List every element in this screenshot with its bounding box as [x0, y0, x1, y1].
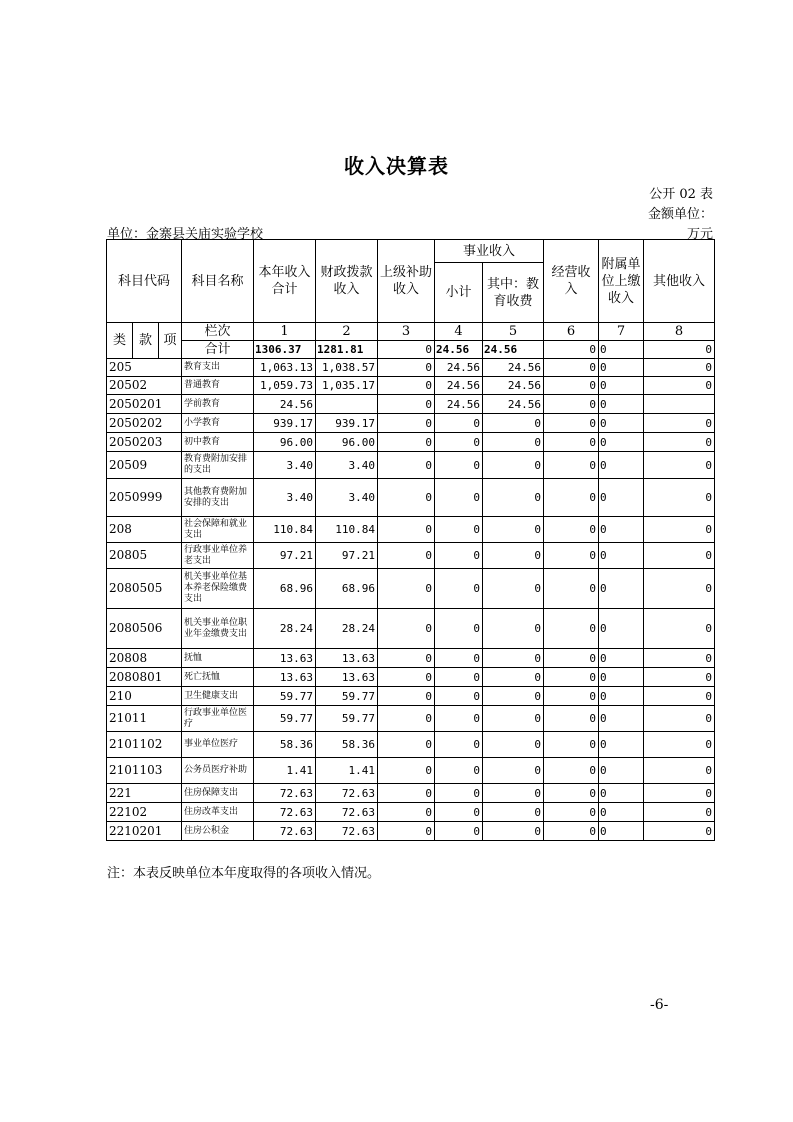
- row-fiscal: 96.00: [316, 433, 378, 452]
- row-fiscal: 1,038.57: [316, 359, 378, 377]
- row-fiscal: 28.24: [316, 609, 378, 649]
- row-superior: 0: [378, 668, 435, 687]
- row-name: 行政事业单位养老支出: [182, 543, 254, 569]
- row-subtotal: 0: [435, 543, 483, 569]
- row-other: 0: [644, 803, 715, 822]
- row-affiliated: 0: [599, 414, 644, 433]
- row-affiliated: 0: [599, 784, 644, 803]
- totals-other: 0: [644, 341, 715, 359]
- row-affiliated: 0: [599, 687, 644, 706]
- row-subtotal: 0: [435, 452, 483, 479]
- row-code: 205: [107, 359, 182, 377]
- row-other: 0: [644, 822, 715, 841]
- row-operating: 0: [544, 784, 599, 803]
- row-superior: 0: [378, 569, 435, 609]
- row-name: 机关事业单位职业年金缴费支出: [182, 609, 254, 649]
- row-other: 0: [644, 569, 715, 609]
- row-superior: 0: [378, 803, 435, 822]
- row-superior: 0: [378, 517, 435, 543]
- row-operating: 0: [544, 395, 599, 414]
- row-other: 0: [644, 433, 715, 452]
- row-operating: 0: [544, 359, 599, 377]
- row-superior: 0: [378, 732, 435, 758]
- col-number: 4: [435, 323, 483, 341]
- row-name: 抚恤: [182, 649, 254, 668]
- row-superior: 0: [378, 687, 435, 706]
- table-row: [107, 395, 715, 414]
- row-name: 普通教育: [182, 377, 254, 395]
- table-row: [107, 414, 715, 433]
- row-operating: 0: [544, 569, 599, 609]
- row-fiscal: 13.63: [316, 649, 378, 668]
- row-code: 22102: [107, 803, 182, 822]
- row-fiscal: 59.77: [316, 687, 378, 706]
- row-name: 其他教育费附加安排的支出: [182, 479, 254, 517]
- row-code: 2101102: [107, 732, 182, 758]
- row-total: 3.40: [254, 479, 316, 517]
- table-row: [107, 649, 715, 668]
- row-edu-fee: 0: [483, 452, 544, 479]
- table-row: [107, 803, 715, 822]
- row-total: 96.00: [254, 433, 316, 452]
- row-affiliated: 0: [599, 359, 644, 377]
- row-superior: 0: [378, 543, 435, 569]
- header-name: 科目名称: [182, 240, 254, 323]
- row-other: 0: [644, 517, 715, 543]
- row-name: 教育费附加安排的支出: [182, 452, 254, 479]
- totals-operating: 0: [544, 341, 599, 359]
- row-total: 13.63: [254, 649, 316, 668]
- row-total: 1,063.13: [254, 359, 316, 377]
- row-superior: 0: [378, 377, 435, 395]
- row-operating: 0: [544, 377, 599, 395]
- row-name: 行政事业单位医疗: [182, 706, 254, 732]
- row-fiscal: 72.63: [316, 784, 378, 803]
- row-edu-fee: 0: [483, 668, 544, 687]
- row-total: 13.63: [254, 668, 316, 687]
- row-operating: 0: [544, 543, 599, 569]
- row-fiscal: 1,035.17: [316, 377, 378, 395]
- row-total: 1.41: [254, 758, 316, 784]
- table-row: [107, 784, 715, 803]
- row-superior: 0: [378, 359, 435, 377]
- table-row: [107, 609, 715, 649]
- row-total: 97.21: [254, 543, 316, 569]
- row-edu-fee: 0: [483, 803, 544, 822]
- row-affiliated: 0: [599, 433, 644, 452]
- row-operating: 0: [544, 687, 599, 706]
- unit-label: 单位：金寨县关庙实验学校: [107, 227, 264, 242]
- row-code: 2080801: [107, 668, 182, 687]
- row-code: 2050202: [107, 414, 182, 433]
- row-affiliated: 0: [599, 452, 644, 479]
- table-row: [107, 732, 715, 758]
- header-other: 其他收入: [644, 240, 715, 323]
- row-name: 事业单位医疗: [182, 732, 254, 758]
- row-code: 20808: [107, 649, 182, 668]
- amount-unit-label: 金额单位：: [647, 207, 713, 222]
- row-operating: 0: [544, 822, 599, 841]
- header-lei: 类: [107, 323, 133, 359]
- row-edu-fee: 0: [483, 758, 544, 784]
- row-subtotal: 24.56: [435, 377, 483, 395]
- row-edu-fee: 24.56: [483, 395, 544, 414]
- row-edu-fee: 0: [483, 433, 544, 452]
- row-other: 0: [644, 649, 715, 668]
- unit-value: 万元: [686, 227, 713, 242]
- totals-total: 1306.37: [254, 341, 316, 359]
- row-other: 0: [644, 732, 715, 758]
- totals-row: [107, 341, 715, 359]
- row-edu-fee: 24.56: [483, 377, 544, 395]
- row-total: 110.84: [254, 517, 316, 543]
- row-operating: 0: [544, 517, 599, 543]
- row-name: 住房保障支出: [182, 784, 254, 803]
- row-affiliated: 0: [599, 395, 644, 414]
- row-subtotal: 0: [435, 414, 483, 433]
- row-edu-fee: 0: [483, 543, 544, 569]
- row-edu-fee: 0: [483, 822, 544, 841]
- page-number: -6-: [650, 997, 669, 1013]
- row-name: 社会保障和就业支出: [182, 517, 254, 543]
- row-subtotal: 0: [435, 649, 483, 668]
- row-name: 机关事业单位基本养老保险缴费支出: [182, 569, 254, 609]
- row-code: 221: [107, 784, 182, 803]
- row-other: 0: [644, 452, 715, 479]
- header-affiliated: 附属单位上缴收入: [599, 240, 644, 323]
- row-superior: 0: [378, 758, 435, 784]
- row-subtotal: 0: [435, 803, 483, 822]
- row-name: 初中教育: [182, 433, 254, 452]
- header-xiang: 项: [159, 323, 182, 359]
- row-edu-fee: 0: [483, 687, 544, 706]
- table-row: [107, 668, 715, 687]
- income-table: [106, 239, 715, 841]
- row-subtotal: 0: [435, 609, 483, 649]
- header-subtotal: 小计: [435, 263, 483, 323]
- row-edu-fee: 0: [483, 569, 544, 609]
- col-number: 5: [483, 323, 544, 341]
- row-fiscal: 1.41: [316, 758, 378, 784]
- row-superior: 0: [378, 452, 435, 479]
- row-code: 20805: [107, 543, 182, 569]
- row-fiscal: 68.96: [316, 569, 378, 609]
- row-edu-fee: 0: [483, 479, 544, 517]
- row-name: 住房公积金: [182, 822, 254, 841]
- totals-subtotal: 24.56: [435, 341, 483, 359]
- header-code: 科目代码: [107, 240, 182, 323]
- row-subtotal: 0: [435, 732, 483, 758]
- row-other: 0: [644, 377, 715, 395]
- row-total: 28.24: [254, 609, 316, 649]
- table-row: [107, 758, 715, 784]
- table-row: [107, 517, 715, 543]
- row-name: 小学教育: [182, 414, 254, 433]
- row-fiscal: 58.36: [316, 732, 378, 758]
- row-superior: 0: [378, 706, 435, 732]
- row-fiscal: 3.40: [316, 479, 378, 517]
- table-row: [107, 377, 715, 395]
- row-subtotal: 0: [435, 569, 483, 609]
- row-other: 0: [644, 668, 715, 687]
- table-row: [107, 543, 715, 569]
- row-operating: 0: [544, 758, 599, 784]
- col-number: 8: [644, 323, 715, 341]
- row-code: 2101103: [107, 758, 182, 784]
- row-total: 24.56: [254, 395, 316, 414]
- row-operating: 0: [544, 732, 599, 758]
- row-code: 2080506: [107, 609, 182, 649]
- row-fiscal: 97.21: [316, 543, 378, 569]
- col-number: 3: [378, 323, 435, 341]
- totals-superior: 0: [378, 341, 435, 359]
- table-row: [107, 452, 715, 479]
- row-affiliated: 0: [599, 543, 644, 569]
- row-operating: 0: [544, 706, 599, 732]
- header-total: 本年收入合计: [254, 240, 316, 323]
- row-other: 0: [644, 758, 715, 784]
- totals-affiliated: 0: [599, 341, 644, 359]
- row-affiliated: 0: [599, 517, 644, 543]
- row-total: 59.77: [254, 706, 316, 732]
- row-subtotal: 0: [435, 822, 483, 841]
- header-lanci: 栏次: [182, 323, 254, 341]
- row-operating: 0: [544, 668, 599, 687]
- row-affiliated: 0: [599, 609, 644, 649]
- col-number: 1: [254, 323, 316, 341]
- row-operating: 0: [544, 803, 599, 822]
- row-operating: 0: [544, 609, 599, 649]
- row-edu-fee: 0: [483, 609, 544, 649]
- row-subtotal: 0: [435, 706, 483, 732]
- row-other: 0: [644, 359, 715, 377]
- row-operating: 0: [544, 649, 599, 668]
- row-subtotal: 0: [435, 784, 483, 803]
- row-fiscal: [316, 395, 378, 414]
- page-title: 收入决算表: [344, 154, 449, 178]
- table-row: [107, 687, 715, 706]
- row-superior: 0: [378, 414, 435, 433]
- row-other: 0: [644, 706, 715, 732]
- row-code: 210: [107, 687, 182, 706]
- row-other: 0: [644, 414, 715, 433]
- row-total: 72.63: [254, 803, 316, 822]
- row-code: 2080505: [107, 569, 182, 609]
- row-fiscal: 72.63: [316, 803, 378, 822]
- row-other: 0: [644, 687, 715, 706]
- row-subtotal: 24.56: [435, 395, 483, 414]
- row-subtotal: 0: [435, 758, 483, 784]
- row-operating: 0: [544, 414, 599, 433]
- row-code: 2210201: [107, 822, 182, 841]
- row-subtotal: 0: [435, 433, 483, 452]
- header-business-group: 事业收入: [435, 240, 544, 263]
- row-total: 68.96: [254, 569, 316, 609]
- row-superior: 0: [378, 649, 435, 668]
- row-code: 21011: [107, 706, 182, 732]
- row-subtotal: 24.56: [435, 359, 483, 377]
- row-edu-fee: 0: [483, 649, 544, 668]
- col-number: 6: [544, 323, 599, 341]
- row-affiliated: 0: [599, 732, 644, 758]
- row-affiliated: 0: [599, 479, 644, 517]
- row-fiscal: 939.17: [316, 414, 378, 433]
- row-total: 3.40: [254, 452, 316, 479]
- row-other: 0: [644, 609, 715, 649]
- row-operating: 0: [544, 479, 599, 517]
- header-kuan: 款: [133, 323, 159, 359]
- row-code: 2050999: [107, 479, 182, 517]
- table-row: [107, 479, 715, 517]
- row-name: 公务员医疗补助: [182, 758, 254, 784]
- header-operating: 经营收入: [544, 240, 599, 323]
- row-name: 卫生健康支出: [182, 687, 254, 706]
- row-code: 20509: [107, 452, 182, 479]
- col-number: 2: [316, 323, 378, 341]
- row-affiliated: 0: [599, 668, 644, 687]
- totals-fiscal: 1281.81: [316, 341, 378, 359]
- header-fiscal: 财政拨款收入: [316, 240, 378, 323]
- row-superior: 0: [378, 479, 435, 517]
- row-total: 939.17: [254, 414, 316, 433]
- header-superior: 上级补助收入: [378, 240, 435, 323]
- row-fiscal: 59.77: [316, 706, 378, 732]
- totals-label: 合计: [182, 341, 254, 359]
- row-code: 208: [107, 517, 182, 543]
- row-code: 2050203: [107, 433, 182, 452]
- row-name: 教育支出: [182, 359, 254, 377]
- row-superior: 0: [378, 395, 435, 414]
- table-row: [107, 822, 715, 841]
- row-affiliated: 0: [599, 377, 644, 395]
- row-affiliated: 0: [599, 758, 644, 784]
- table-row: [107, 359, 715, 377]
- row-subtotal: 0: [435, 479, 483, 517]
- row-affiliated: 0: [599, 706, 644, 732]
- row-superior: 0: [378, 822, 435, 841]
- row-other: [644, 395, 715, 414]
- table-row: [107, 433, 715, 452]
- row-total: 1,059.73: [254, 377, 316, 395]
- header-edu-fee: 其中：教育收费: [483, 263, 544, 323]
- row-edu-fee: 0: [483, 732, 544, 758]
- row-operating: 0: [544, 452, 599, 479]
- row-operating: 0: [544, 433, 599, 452]
- form-number: 公开 02 表: [649, 187, 713, 202]
- table-row: [107, 569, 715, 609]
- row-subtotal: 0: [435, 668, 483, 687]
- row-total: 59.77: [254, 687, 316, 706]
- row-edu-fee: 0: [483, 414, 544, 433]
- row-code: 2050201: [107, 395, 182, 414]
- row-subtotal: 0: [435, 687, 483, 706]
- row-affiliated: 0: [599, 649, 644, 668]
- row-edu-fee: 24.56: [483, 359, 544, 377]
- row-edu-fee: 0: [483, 706, 544, 732]
- row-superior: 0: [378, 784, 435, 803]
- col-number: 7: [599, 323, 644, 341]
- row-code: 20502: [107, 377, 182, 395]
- row-fiscal: 3.40: [316, 452, 378, 479]
- row-fiscal: 72.63: [316, 822, 378, 841]
- table-row: [107, 706, 715, 732]
- row-affiliated: 0: [599, 803, 644, 822]
- row-affiliated: 0: [599, 822, 644, 841]
- totals-edu-fee: 24.56: [483, 341, 544, 359]
- row-superior: 0: [378, 609, 435, 649]
- row-other: 0: [644, 784, 715, 803]
- row-edu-fee: 0: [483, 784, 544, 803]
- footnote: 注：本表反映单位本年度取得的各项收入情况。: [107, 866, 381, 881]
- row-subtotal: 0: [435, 517, 483, 543]
- row-edu-fee: 0: [483, 517, 544, 543]
- row-affiliated: 0: [599, 569, 644, 609]
- row-fiscal: 13.63: [316, 668, 378, 687]
- row-name: 学前教育: [182, 395, 254, 414]
- row-name: 住房改革支出: [182, 803, 254, 822]
- row-superior: 0: [378, 433, 435, 452]
- row-other: 0: [644, 479, 715, 517]
- row-fiscal: 110.84: [316, 517, 378, 543]
- row-total: 72.63: [254, 784, 316, 803]
- row-total: 72.63: [254, 822, 316, 841]
- row-name: 死亡抚恤: [182, 668, 254, 687]
- row-other: 0: [644, 543, 715, 569]
- row-total: 58.36: [254, 732, 316, 758]
